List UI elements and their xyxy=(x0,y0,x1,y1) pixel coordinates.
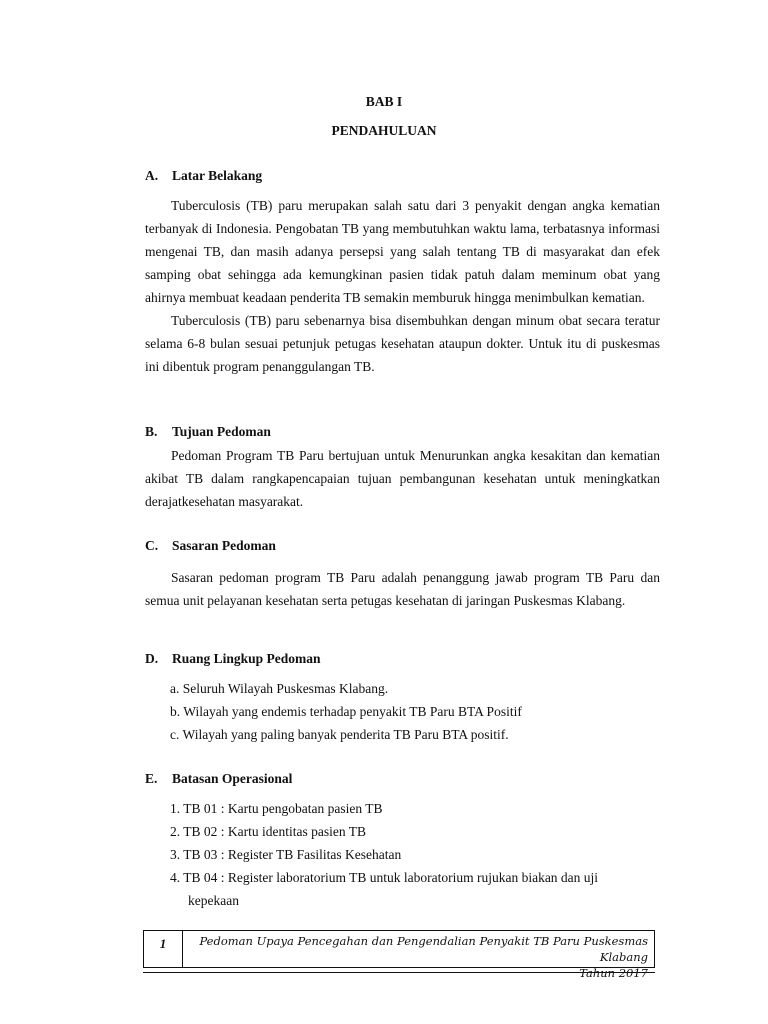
list-item: 4. TB 04 : Register laboratorium TB untuk laboratorium rujukan biakan dan uji xyxy=(170,870,599,885)
section-c-letter: C. xyxy=(145,538,159,553)
section-c-body xyxy=(145,566,660,612)
section-d-heading xyxy=(145,651,321,667)
list-item: c. Wilayah yang paling banyak penderita TB Paru BTA positif. xyxy=(170,727,509,742)
section-c-paragraph-1: Sasaran pedoman program TB Paru adalah penanggung jawab program TB Paru dan semua unit pelayanan kesehatan serta petugas kesehatan di jaringan Puskesmas Klabang. xyxy=(145,570,660,608)
section-b-heading xyxy=(145,424,271,440)
section-e-letter: E. xyxy=(145,771,158,786)
section-c-heading xyxy=(145,538,276,554)
footer-rule xyxy=(143,972,655,973)
list-item: 3. TB 03 : Register TB Fasilitas Kesehatan xyxy=(170,847,402,862)
section-e-title: Batasan Operasional xyxy=(172,771,293,786)
section-b-paragraph-1: Pedoman Program TB Paru bertujuan untuk Menurunkan angka kesakitan dan kematian akibat TB dalam rangkapencapaian tujuan pembangunan kesehatan untuk meningkatkan derajatkesehatan masyarakat. xyxy=(145,448,660,509)
section-a-body xyxy=(145,194,660,378)
chapter-title: PENDAHULUAN xyxy=(331,123,437,138)
section-a-paragraph-2: Tuberculosis (TB) paru sebenarnya bisa disembuhkan dengan minum obat secara teratur selama 6-8 bulan sesuai petunjuk petugas kesehatan ataupun dokter. Untuk itu di puskesmas ini dibentuk program penanggulangan TB. xyxy=(145,313,660,374)
page-number: 1 xyxy=(144,931,183,967)
section-d-letter: D. xyxy=(145,651,159,666)
list-item: 1. TB 01 : Kartu pengobatan pasien TB xyxy=(170,801,383,816)
section-e-heading xyxy=(145,771,292,787)
footer-line-2: Tahun 2017 xyxy=(579,966,648,980)
section-b-body xyxy=(145,444,660,513)
section-d-title: Ruang Lingkup Pedoman xyxy=(172,651,321,666)
footer-text xyxy=(190,933,648,981)
list-item: a. Seluruh Wilayah Puskesmas Klabang. xyxy=(170,681,389,696)
list-item-continuation: kepekaan xyxy=(188,893,239,908)
list-item: b. Wilayah yang endemis terhadap penyakit TB Paru BTA Positif xyxy=(170,704,522,719)
list-item: 2. TB 02 : Kartu identitas pasien TB xyxy=(170,824,366,839)
section-c-title: Sasaran Pedoman xyxy=(172,538,276,553)
footer-line-1: Pedoman Upaya Pencegahan dan Pengendalian Penyakit TB Paru Puskesmas Klabang xyxy=(199,934,648,964)
footer-box xyxy=(143,930,655,980)
section-a-heading xyxy=(145,168,262,184)
section-b-letter: B. xyxy=(145,424,158,439)
section-a-paragraph-1: Tuberculosis (TB) paru merupakan salah satu dari 3 penyakit dengan angka kematian terbanyak di Indonesia. Pengobatan TB yang membutuhkan waktu lama, terbatasnya informasi mengenai TB, dan masih adanya persepsi yang salah tentang TB di masyarakat dan efek samping obat sehingga ada kemungkinan pasien tidak patuh dalam meminum obat yang ahirnya membuat keadaan penderita TB semakin memburuk hingga menimbulkan kematian. xyxy=(145,198,660,305)
section-a-letter: A. xyxy=(145,168,159,183)
chapter-label: BAB I xyxy=(365,94,403,109)
section-b-title: Tujuan Pedoman xyxy=(172,424,271,439)
section-a-title: Latar Belakang xyxy=(172,168,263,183)
